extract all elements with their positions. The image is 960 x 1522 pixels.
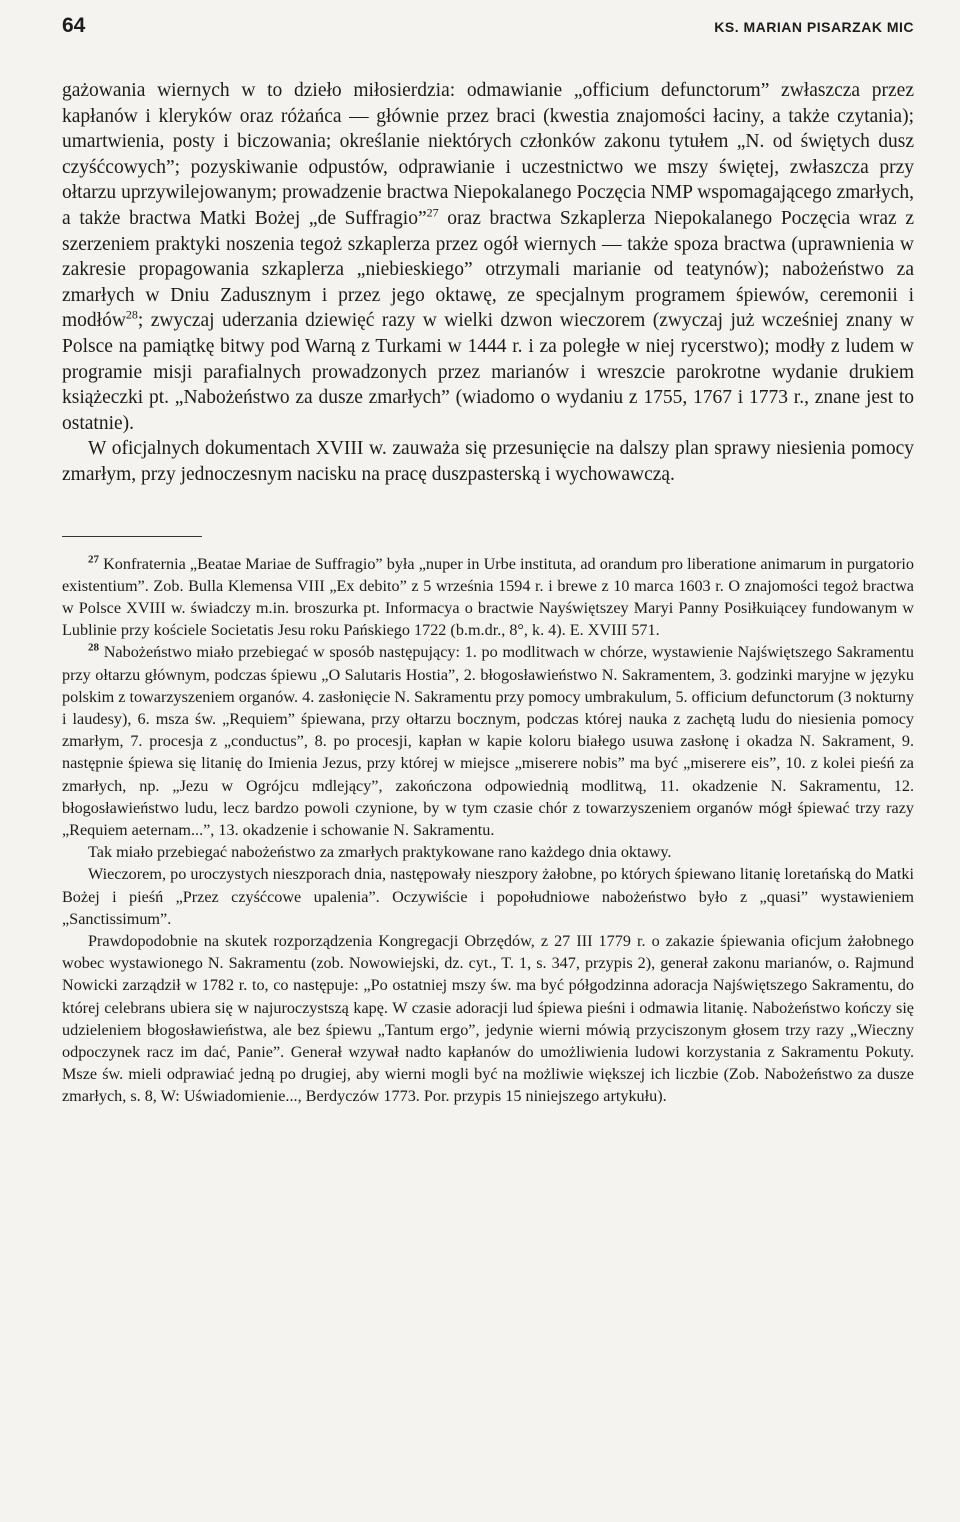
page-header <box>62 14 914 54</box>
page-number: 64 <box>62 14 86 37</box>
footnote-ref-27: 27 <box>426 205 439 220</box>
footnote-28-paragraph-3: Wieczorem, po uroczystych nieszporach dnia, następowały nieszpory żałobne, po których śpiewano litanię loretańską do Matki Bożej i pieśń „Przez czyśćcowe upalenia”. Oczywiście i popołudniowe nabożeństwo było z „quasi” wystawieniem „Sanctissimum”. <box>62 865 914 928</box>
footnotes <box>62 553 914 1108</box>
paragraph-1-part-a: gażowania wiernych w to dzieło miłosierdzia: odmawianie „officium defunctorum” zwłaszcza przez kapłanów i kleryków oraz różańca — głównie przez braci (kwestia znajomości łaciny, a także czytania); umartwienia, posty i biczowania; określanie niektórych członków zakonu tytułem „N. od świętych dusz czyśćcowych”; pozyskiwanie odpustów, odprawianie i uczestnictwo we mszy świętej, zwłaszcza przy ołtarzu uprzywilejowanym; prowadzenie bractwa Niepokalanego Poczęcia NMP wspomagającego zmarłych, a także bractwa Matki Bożej „de Suffragio” <box>62 80 914 229</box>
footnote-separator <box>62 536 202 537</box>
paragraph-1-part-c: ; zwyczaj uderzania dziewięć razy w wielki dzwon wieczorem (zwyczaj już wcześniej znany w Polsce na pamiątkę bitwy pod Warną z Turkami w 1444 r. i za poległe w niej rycerstwo); modły z ludem w programie misji parafialnych prowadzonych przez marianów i wreszcie parokrotne wydanie drukiem książeczki pt. „Nabożeństwo za dusze zmarłych” (wiadomo o wydaniu z 1755, 1767 i 1773 r., znane jest to ostatnie). <box>62 310 914 434</box>
footnote-28-number: 28 <box>88 641 99 654</box>
footnote-ref-28: 28 <box>125 307 138 322</box>
main-text <box>62 78 914 488</box>
footnote-27-text: Konfraternia „Beatae Mariae de Suffragio” była „nuper in Urbe instituta, ad orandum pro liberatione animarum in purgatorio existentium”. Zob. Bulla Klemensa VIII „Ex debito” z 5 września 1594 r. i brewe z 10 marca 1603 r. O znajomości tegoż bractwa w Polsce XVIII w. świadczy m.in. broszurka pt. Informacya o bractwie Nayświętszey Maryi Panny Posiłkuiącey fundowanym w Lublinie przy kościele Societatis Jesu roku Pańskiego 1722 (b.m.dr., 8°, k. 4). E. XVIII 571. <box>62 554 914 640</box>
footnote-28 <box>62 641 914 841</box>
footnote-28-paragraph-2: Tak miało przebiegać nabożeństwo za zmarłych praktykowane rano każdego dnia oktawy. <box>88 843 672 862</box>
paragraph-2: W oficjalnych dokumentach XVIII w. zauważa się przesunięcie na dalszy plan sprawy niesienia pomocy zmarłym, przy jednoczesnym nacisku na pracę duszpasterską i wychowawczą. <box>62 438 914 485</box>
footnote-28-text: Nabożeństwo miało przebiegać w sposób następujący: 1. po modlitwach w chórze, wystawienie Najświętszego Sakramentu przy ołtarzu głównym, podczas śpiewu „O Salutaris Hostia”, 2. błogosławieństwo N. Sakramentem, 3. godzinki maryjne w języku polskim z towarzyszeniem organów. 4. zasłonięcie N. Sakramentu przy pomocy umbrakulum, 5. officium defunctorum (3 nokturny i laudesy), 6. msza św. „Requiem” śpiewana, przy ołtarzu bocznym, podczas której nauka z zachętą ludu do niesienia pomocy zmarłym, 7. procesja z „conductus”, 8. po procesji, kapłan w kapie koloru białego usuwa zasłonę i okadza N. Sakrament, 9. następnie śpiewa się litanię do Imienia Jezus, przy której w miejsce „miserere nobis” ma być „miserere eis”, 10. z kolei pieśń za zmarłych, np. „Jezu w Ogrójcu mdlejący”, zakończona odpowiednią modlitwą, 11. okadzenie N. Sakramentu, 12. błogosławieństwo ludu, lecz bardzo powoli czynione, by w tym czasie chór z towarzyszeniem organów mógł śpiewać trzy razy „Requiem aeternam...”, 13. okadzenie i schowanie N. Sakramentu. <box>62 643 914 839</box>
footnote-28-paragraph-4: Prawdopodobnie na skutek rozporządzenia Kongregacji Obrzędów, z 27 III 1779 r. o zakazie śpiewania oficjum żałobnego wobec wystawionego N. Sakramentu (zob. Nowowiejski, dz. cyt., T. 1, s. 347, przypis 2), generał zakonu marianów, o. Rajmund Nowicki zarządził w 1782 r. to, co następuje: „Po ostatniej mszy św. ma być półgodzinna adoracja Najświętszego Sakramentu, do której celebrans ubiera się w najuroczystszą kapę. W czasie adoracji lud śpiewa pieśni i odmawia litanię. Nabożeństwo kończy się udzieleniem błogosławieństwa, ale bez śpiewu „Tantum ergo”, jedynie wierni mówią przyciszonym głosem trzy razy „Wieczny odpoczynek racz im dać, Panie”. Generał wzywał nadto kapłanów do umożliwienia ludowi korzystania z Sakramentu Pokuty. Msze św. mieli odprawiać jedną po drugiej, aby wierni mogli być na możliwie większej ich liczbie (Zob. Nabożeństwo za dusze zmarłych, s. 8, W: Uświadomienie..., Berdyczów 1773. Por. przypis 15 niniejszego artykułu). <box>62 931 914 1106</box>
paragraph-1 <box>62 78 914 436</box>
running-head: KS. MARIAN PISARZAK MIC <box>714 19 914 35</box>
footnote-27 <box>62 553 914 642</box>
paragraph-1-part-b: oraz bractwa Szkaplerza Niepokalanego Poczęcia wraz z szerzeniem praktyki noszenia tegoż szkaplerza przez ogół wiernych — także spoza bractwa (uprawnienia w zakresie propagowania szkaplerza „niebieskiego” otrzymali marianie od teatynów); nabożeństwo za zmarłych w Dniu Zadusznym i przez jego oktawę, ze specjalnym programem śpiewów, ceremonii i modłów <box>62 207 914 332</box>
footnote-27-number: 27 <box>88 553 99 566</box>
